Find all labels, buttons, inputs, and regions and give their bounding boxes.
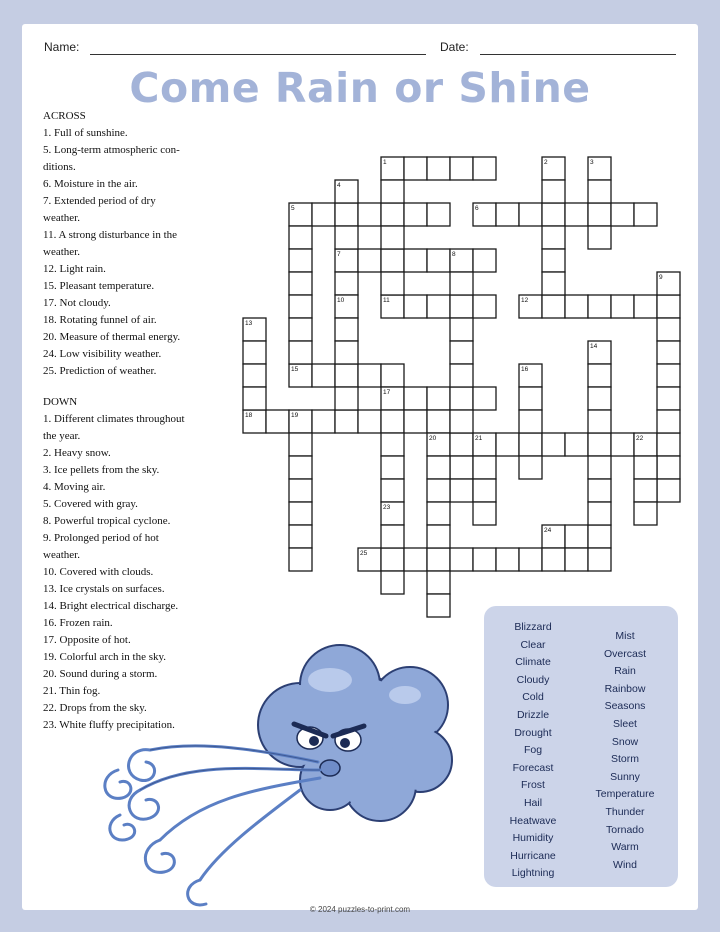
clue-number: 7: [337, 251, 341, 258]
down-clue: 10. Covered with clouds.: [43, 566, 154, 578]
word-bank-item: Storm: [610, 753, 639, 766]
word-bank-item: Drizzle: [516, 708, 550, 721]
across-clue: 25. Prediction of weather.: [43, 365, 157, 377]
down-clue: 20. Sound during a storm.: [43, 668, 158, 680]
clue-number: 6: [475, 205, 479, 212]
clue-number: 18: [245, 412, 253, 419]
copyright-footer: © 2024 puzzles-to-print.com: [309, 905, 411, 914]
word-bank-item: Climate: [515, 656, 551, 669]
word-bank-item: Rain: [614, 665, 636, 678]
clue-number: 17: [383, 389, 391, 396]
down-clue: the year.: [43, 430, 81, 442]
clue-number: 23: [383, 504, 391, 511]
across-clue: 15. Pleasant temperature.: [43, 280, 155, 292]
word-bank-item: Frost: [521, 779, 545, 792]
down-clue: 14. Bright electrical discharge.: [43, 600, 179, 612]
across-clue: 12. Light rain.: [43, 263, 106, 275]
down-clue: 23. White fluffy precipitation.: [43, 719, 175, 731]
word-bank-item: Wind: [613, 858, 637, 871]
word-bank-item: Seasons: [604, 700, 646, 713]
clue-number: 22: [636, 435, 644, 442]
word-bank-item: Fog: [523, 744, 543, 757]
clue-number: 8: [452, 251, 456, 258]
word-bank-item: Lightning: [511, 867, 555, 880]
across-clue: 6. Moisture in the air.: [43, 178, 138, 190]
down-clue: 19. Colorful arch in the sky.: [43, 651, 167, 663]
clue-number: 20: [429, 435, 437, 442]
clue-number: 1: [383, 159, 387, 166]
across-clue: weather.: [43, 246, 80, 258]
angry-cloud-wind-illustration: [105, 645, 452, 905]
word-bank-item: Hurricane: [510, 849, 556, 862]
across-clue: 17. Not cloudy.: [43, 297, 111, 309]
word-bank-item: Sleet: [613, 717, 637, 730]
clue-number: 13: [245, 320, 253, 327]
clue-number: 2: [544, 159, 548, 166]
down-clue: 1. Different climates throughout: [43, 413, 185, 425]
word-bank-right-column: [580, 628, 670, 874]
clue-number: 10: [337, 297, 345, 304]
word-bank-item: Clear: [520, 638, 546, 651]
word-bank: [484, 606, 678, 887]
down-clue: 5. Covered with gray.: [43, 498, 138, 510]
down-clue: 21. Thin fog.: [43, 685, 101, 697]
down-clue: 9. Prolonged period of hot: [43, 532, 159, 544]
down-clue: weather.: [43, 549, 80, 561]
down-clue: 2. Heavy snow.: [43, 447, 111, 459]
across-clue: 24. Low visibility weather.: [43, 348, 162, 360]
clue-number: 4: [337, 182, 341, 189]
word-bank-item: Blizzard: [514, 621, 552, 633]
word-bank-item: Mist: [615, 630, 635, 642]
down-heading: DOWN: [43, 396, 78, 408]
clue-number: 16: [521, 366, 529, 373]
word-bank-item: Cloudy: [516, 673, 550, 686]
across-heading: ACROSS: [43, 110, 86, 122]
across-clue: weather.: [43, 212, 80, 224]
down-clue: 22. Drops from the sky.: [43, 702, 147, 714]
across-clue: 5. Long-term atmospheric con-: [43, 144, 180, 156]
down-clue: 13. Ice crystals on surfaces.: [43, 583, 165, 595]
clue-number: 9: [659, 274, 663, 281]
across-clue: 1. Full of sunshine.: [43, 127, 128, 139]
clue-number: 11: [383, 297, 390, 304]
word-bank-item: Thunder: [605, 805, 645, 818]
word-bank-item: Hail: [523, 796, 543, 809]
word-bank-item: Drought: [514, 726, 552, 739]
word-bank-item: Snow: [611, 735, 639, 748]
page-title: Come Rain or Shine: [129, 64, 591, 112]
word-bank-item: Tornado: [606, 823, 644, 836]
word-bank-left-column: [488, 619, 578, 883]
down-clue: 16. Frozen rain.: [43, 617, 113, 629]
clue-number: 24: [544, 527, 552, 534]
down-clue: 17. Opposite of hot.: [43, 634, 131, 646]
clue-number: 21: [475, 435, 483, 442]
across-clue: 20. Measure of thermal energy.: [43, 331, 181, 343]
down-clue: 8. Powerful tropical cyclone.: [43, 515, 171, 527]
clue-number: 19: [291, 412, 299, 419]
word-bank-item: Forecast: [512, 761, 554, 774]
clue-number: 14: [590, 343, 598, 350]
word-bank-item: Rainbow: [604, 682, 646, 695]
across-clue: ditions.: [43, 161, 76, 173]
clue-number: 15: [291, 366, 299, 373]
word-bank-item: Heatwave: [509, 814, 557, 827]
name-label: Name:: [44, 40, 80, 54]
clue-number: 12: [521, 297, 529, 304]
across-clue: 18. Rotating funnel of air.: [43, 314, 157, 326]
word-bank-item: Cold: [522, 691, 544, 704]
down-clue: 4. Moving air.: [43, 481, 106, 493]
word-bank-item: Sunny: [610, 770, 640, 783]
word-bank-item: Humidity: [512, 832, 554, 845]
clue-number: 25: [360, 550, 368, 557]
word-bank-item: Overcast: [603, 647, 646, 660]
across-clue: 7. Extended period of dry: [43, 195, 156, 207]
word-bank-item: Warm: [611, 841, 639, 854]
clue-number: 3: [590, 159, 594, 166]
down-clue: 3. Ice pellets from the sky.: [43, 464, 160, 476]
across-clue: 11. A strong disturbance in the: [43, 229, 178, 241]
word-bank-item: Temperature: [595, 788, 655, 801]
date-label: Date:: [440, 40, 469, 54]
clue-number: 5: [291, 205, 295, 212]
